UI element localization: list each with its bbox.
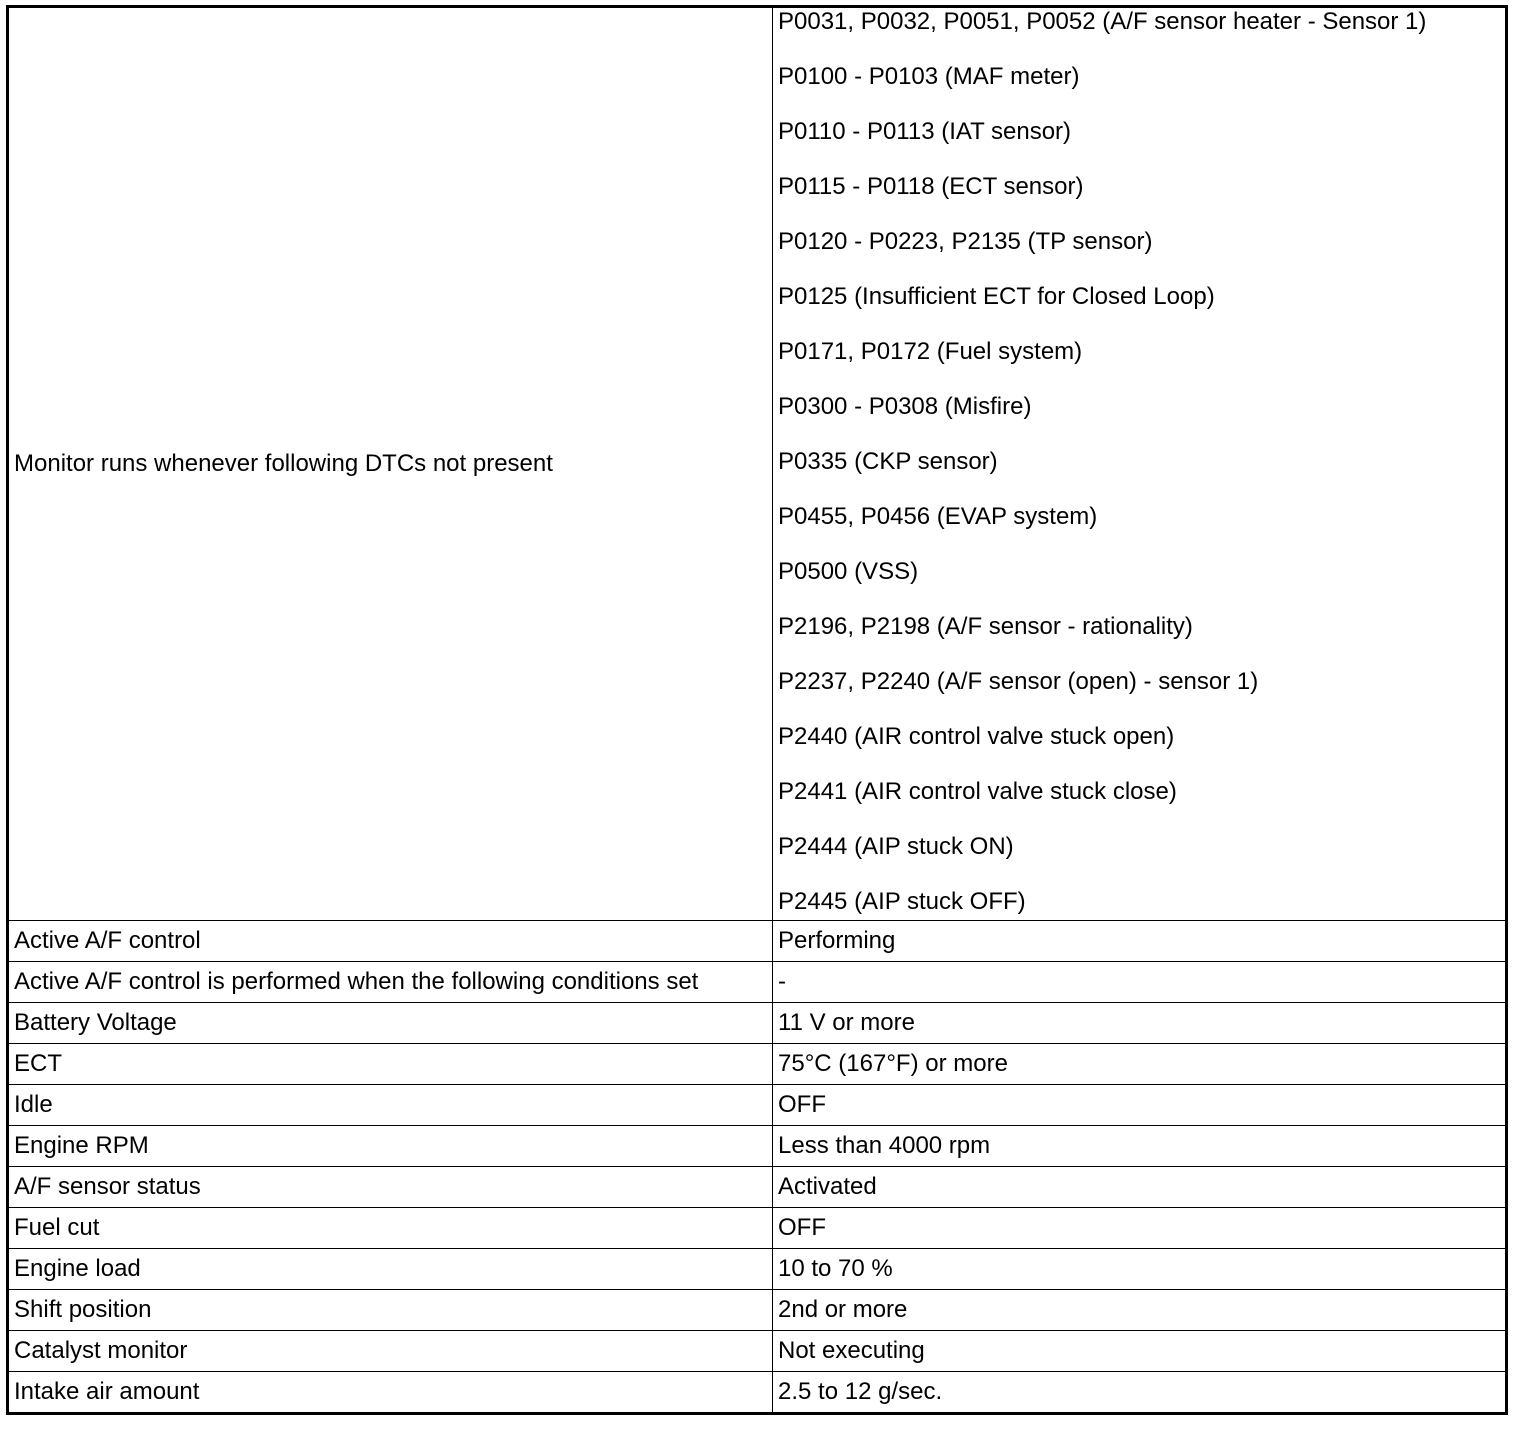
dtc-item: P0100 - P0103 (MAF meter) [778, 63, 1080, 90]
row-value: - [773, 962, 1507, 1003]
row-label: Intake air amount [8, 1372, 773, 1414]
dtc-item: P0125 (Insufficient ECT for Closed Loop) [778, 283, 1215, 310]
table-row [8, 921, 1507, 962]
table-row [8, 962, 1507, 1003]
monitor-dtc-row [8, 7, 1507, 921]
row-label: Idle [8, 1085, 773, 1126]
dtc-list-cell [773, 7, 1507, 921]
row-value: Performing [773, 921, 1507, 962]
table-row [8, 1003, 1507, 1044]
conditions-table [6, 5, 1508, 1415]
row-value: Less than 4000 rpm [773, 1126, 1507, 1167]
table-row [8, 1085, 1507, 1126]
row-label: Shift position [8, 1290, 773, 1331]
row-label: ECT [8, 1044, 773, 1085]
monitor-dtc-label: Monitor runs whenever following DTCs not present [8, 7, 773, 921]
dtc-item: P0110 - P0113 (IAT sensor) [778, 118, 1072, 145]
row-value: Activated [773, 1167, 1507, 1208]
dtc-item: P0300 - P0308 (Misfire) [778, 393, 1032, 420]
dtc-item: P2444 (AIP stuck ON) [778, 833, 1014, 860]
table-row [8, 1372, 1507, 1414]
row-value: OFF [773, 1085, 1507, 1126]
dtc-item: P0171, P0172 (Fuel system) [778, 338, 1083, 365]
row-value: OFF [773, 1208, 1507, 1249]
dtc-item: P2445 (AIP stuck OFF) [778, 888, 1026, 915]
dtc-item: P0115 - P0118 (ECT sensor) [778, 173, 1084, 200]
table-row [8, 1290, 1507, 1331]
dtc-item: P0335 (CKP sensor) [778, 448, 998, 475]
table-row [8, 1208, 1507, 1249]
table-row [8, 1331, 1507, 1372]
dtc-item: P0031, P0032, P0051, P0052 (A/F sensor heater - Sensor 1) [778, 8, 1427, 35]
dtc-item: P0455, P0456 (EVAP system) [778, 503, 1098, 530]
dtc-item: P2441 (AIR control valve stuck close) [778, 778, 1177, 805]
table-row [8, 1044, 1507, 1085]
table-row [8, 1167, 1507, 1208]
dtc-item: P0120 - P0223, P2135 (TP sensor) [778, 228, 1153, 255]
row-label: Active A/F control [8, 921, 773, 962]
row-value: 11 V or more [773, 1003, 1507, 1044]
row-label: Active A/F control is performed when the following conditions set [8, 962, 773, 1003]
row-label: Engine load [8, 1249, 773, 1290]
dtc-item: P0500 (VSS) [778, 558, 919, 585]
table-row [8, 1249, 1507, 1290]
table-row [8, 1126, 1507, 1167]
row-value: 2.5 to 12 g/sec. [773, 1372, 1507, 1414]
dtc-item: P2440 (AIR control valve stuck open) [778, 723, 1175, 750]
row-label: A/F sensor status [8, 1167, 773, 1208]
row-label: Battery Voltage [8, 1003, 773, 1044]
dtc-item: P2196, P2198 (A/F sensor - rationality) [778, 613, 1193, 640]
row-value: 75°C (167°F) or more [773, 1044, 1507, 1085]
row-value: Not executing [773, 1331, 1507, 1372]
row-label: Catalyst monitor [8, 1331, 773, 1372]
dtc-item: P2237, P2240 (A/F sensor (open) - sensor 1) [778, 668, 1259, 695]
row-value: 2nd or more [773, 1290, 1507, 1331]
row-value: 10 to 70 % [773, 1249, 1507, 1290]
row-label: Fuel cut [8, 1208, 773, 1249]
row-label: Engine RPM [8, 1126, 773, 1167]
